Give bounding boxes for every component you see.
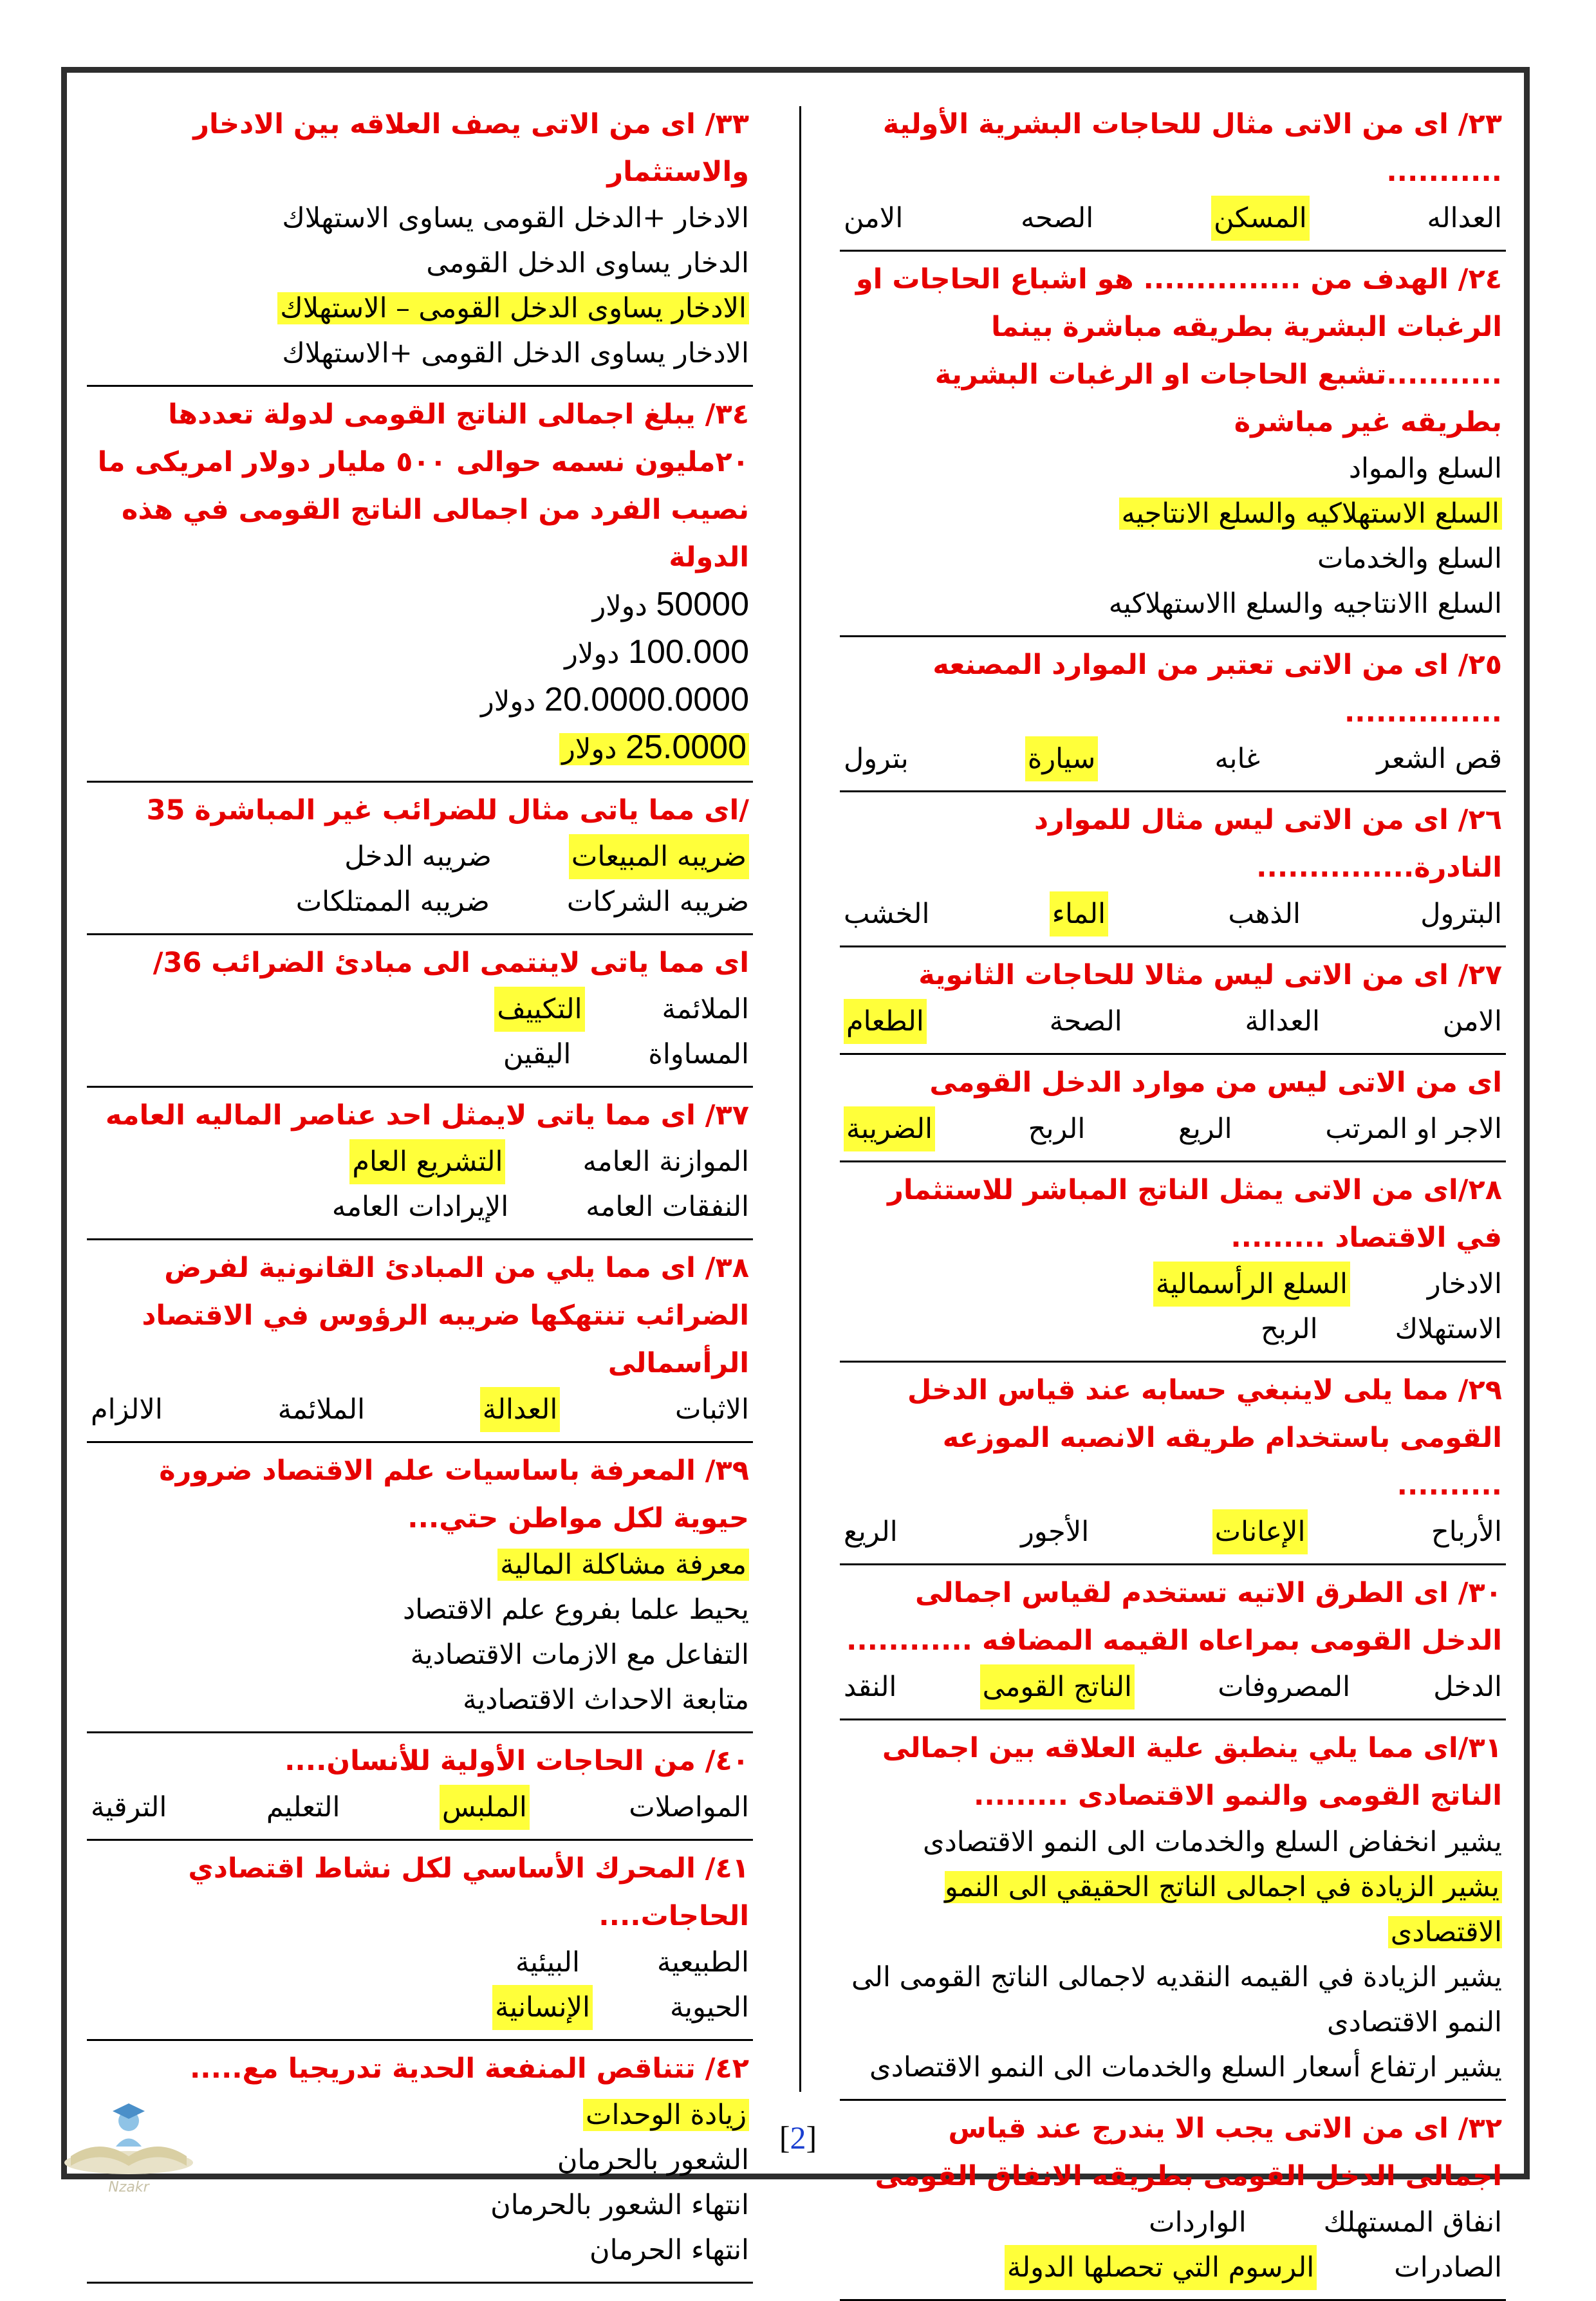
answer-option: غابه bbox=[1214, 743, 1261, 775]
answer-option: الترقية bbox=[91, 1791, 167, 1823]
answer-option bbox=[91, 286, 749, 331]
answer-text: يشير انخفاض السلع والخدمات الى النمو الاقتصادى bbox=[922, 1826, 1502, 1858]
amount-value: 100.000 bbox=[628, 633, 749, 671]
answer-row bbox=[91, 1785, 749, 1830]
answer-option: الصادرات bbox=[1394, 2251, 1502, 2284]
answer-option: الامن bbox=[844, 202, 904, 234]
question-text: ٣١/اى مما يلي ينطبق علية العلاقه بين اجمالى الناتج القومى والنمو الاقتصادى ......... bbox=[882, 1732, 1502, 1812]
answer-option: اليقين bbox=[503, 1038, 571, 1070]
answer-option bbox=[91, 1542, 749, 1587]
answer-row bbox=[844, 2200, 1502, 2245]
answer-option: الربح bbox=[1261, 1313, 1318, 1345]
answer-text: معرفة مشاكلة المالية bbox=[497, 1549, 749, 1581]
answer-option: الأجور bbox=[1021, 1516, 1090, 1548]
answer-option: العدالة bbox=[480, 1387, 560, 1432]
answer-option bbox=[91, 581, 749, 629]
answer-row bbox=[91, 1985, 749, 2030]
question-text: اى من الاتى ليس من موارد الدخل القومى bbox=[929, 1067, 1502, 1099]
question-text: ٣٨/ اى مما يلي من المبادئ القانونية لفرض الضرائب تنتهكها ضريبه الرؤوس في الاقتصاد الرأسمالى bbox=[142, 1252, 749, 1379]
question-text: ٤٠/ من الحاجات الأولية للأنسان.... bbox=[284, 1745, 749, 1777]
answer-text: السلع االانتاجيه والسلع االاستهلاكيه bbox=[1108, 588, 1502, 620]
question-text: /اى مما ياتى مثال للضرائب غير المباشرة 35 bbox=[146, 794, 749, 826]
question-block bbox=[87, 1240, 753, 1443]
answer-option: العداله bbox=[1427, 202, 1502, 234]
answer-row bbox=[91, 1139, 749, 1184]
answer-text: يحيط علما بفروع علم الاقتصاد bbox=[403, 1594, 749, 1626]
answer-option: انفاق المستهلك bbox=[1323, 2206, 1502, 2239]
answer-option: البيئية bbox=[515, 1946, 580, 1979]
question-text: ٢٩/ مما يلى لاينبغي حسابه عند قياس الدخل القومى باستخدام طريقه الانصبه الموزعه .......... bbox=[907, 1374, 1502, 1502]
page-number: [2] bbox=[779, 2119, 817, 2156]
answer-option: الدخل bbox=[1433, 1671, 1502, 1703]
question-block bbox=[87, 1443, 753, 1733]
answer-option bbox=[91, 331, 749, 376]
answer-text: السلع والخدمات bbox=[1317, 543, 1502, 575]
answer-option bbox=[91, 1632, 749, 1677]
answer-row bbox=[844, 2245, 1502, 2290]
answer-option: السلع الرأسمالية bbox=[1153, 1262, 1350, 1307]
answer-option: الإعانات bbox=[1212, 1509, 1308, 1554]
column-divider bbox=[799, 106, 801, 2092]
answer-row bbox=[844, 1262, 1502, 1307]
answer-row bbox=[844, 196, 1502, 241]
answer-option: الالزام bbox=[91, 1393, 163, 1426]
answer-option: الاجر او المرتب bbox=[1325, 1113, 1502, 1145]
question-block bbox=[840, 947, 1506, 1055]
answer-option: الريع bbox=[1178, 1113, 1232, 1145]
question-block bbox=[840, 1720, 1506, 2101]
answer-option bbox=[844, 446, 1502, 491]
currency-unit: دولار bbox=[562, 733, 617, 765]
answer-option: الطعام bbox=[844, 999, 927, 1044]
answer-option: الربح bbox=[1028, 1113, 1086, 1145]
answer-option: المسكن bbox=[1211, 196, 1310, 241]
answer-option: الأرباح bbox=[1431, 1516, 1502, 1548]
question-text: ٤٢/ تتناقص المنفعة الحدية تدريجيا مع..... bbox=[189, 2053, 749, 2085]
answer-text: الادخار يساوى الدخل القومى – الاستهلاك bbox=[277, 292, 749, 324]
answer-option: الحيوية bbox=[669, 1991, 749, 2024]
question-block bbox=[840, 792, 1506, 947]
answer-row bbox=[844, 1664, 1502, 1709]
question-block bbox=[840, 1565, 1506, 1720]
answer-option: الناتج القومى bbox=[980, 1664, 1135, 1709]
answer-option: الرسوم التي تحصلها الدولة bbox=[1005, 2245, 1317, 2290]
answer-option: المواصلات bbox=[629, 1791, 749, 1823]
answer-option: الطبيعية bbox=[656, 1946, 749, 1979]
answer-option: المساواة bbox=[648, 1038, 749, 1070]
answer-row bbox=[91, 1387, 749, 1432]
answer-text: متابعة الاحداث الاقتصادية bbox=[463, 1684, 749, 1716]
answer-row bbox=[844, 1106, 1502, 1151]
answer-option bbox=[844, 536, 1502, 581]
answer-text: انتهاء الشعور بالحرمان bbox=[490, 2189, 749, 2221]
question-block bbox=[840, 252, 1506, 637]
left-column bbox=[87, 97, 753, 2284]
answer-option: بترول bbox=[844, 743, 909, 775]
answer-option: الاثبات bbox=[675, 1393, 749, 1426]
amount-value: 20.0000.0000 bbox=[544, 681, 749, 718]
right-column bbox=[840, 97, 1506, 2301]
answer-text: زيادة الوحدات bbox=[583, 2099, 749, 2131]
question-block bbox=[840, 97, 1506, 252]
answer-option bbox=[844, 581, 1502, 626]
question-text: ٢٣/ اى من الاتى مثال للحاجات البشرية الأولية ........... bbox=[882, 108, 1502, 188]
question-text: ٣٠/ اى الطرق الاتيه تستخدم لقياس اجمالى الدخل القومى بمراعاه القيمه المضافه ............ bbox=[846, 1577, 1502, 1657]
answer-option: ضريبه الدخل bbox=[344, 841, 492, 873]
amount-value: 25.0000 bbox=[626, 729, 747, 766]
answer-option: الادخار bbox=[1427, 1268, 1502, 1300]
currency-unit: دولار bbox=[592, 590, 647, 622]
answer-option: الذهب bbox=[1228, 898, 1301, 930]
question-text: ٣٧/ اى مما ياتى لايمثل احد عناصر الماليه العامه bbox=[105, 1099, 749, 1132]
answer-option: ضريبه المبيعات bbox=[569, 834, 749, 879]
question-block bbox=[87, 387, 753, 783]
answer-option bbox=[844, 1955, 1502, 2045]
answer-option bbox=[91, 1677, 749, 1722]
answer-row bbox=[91, 987, 749, 1032]
answer-option: الصحه bbox=[1021, 202, 1094, 234]
answer-text: يشير ارتفاع أسعار السلع والخدمات الى النمو الاقتصادى bbox=[869, 2051, 1502, 2083]
amount-value: 50000 bbox=[656, 586, 749, 623]
answer-text: السلع والمواد bbox=[1348, 452, 1502, 485]
question-block bbox=[87, 783, 753, 935]
question-block bbox=[87, 1841, 753, 2041]
answer-option: الموازنة العامه bbox=[582, 1146, 749, 1178]
answer-option: البترول bbox=[1420, 898, 1502, 930]
answer-option: الملائمة bbox=[662, 993, 749, 1025]
answer-text: الادخار يساوى الدخل القومى +الاستهلاك bbox=[282, 337, 749, 369]
answer-option: النفقات العامه bbox=[586, 1191, 749, 1223]
question-block bbox=[840, 1363, 1506, 1565]
answer-option: الواردات bbox=[1149, 2206, 1247, 2239]
answer-option: الملائمة bbox=[277, 1393, 366, 1426]
answer-text: الدخار يساوى الدخل القومى bbox=[426, 247, 749, 279]
question-text: ٢٦/ اى من الاتى ليس مثال للموارد النادرة............... bbox=[1034, 804, 1502, 884]
answer-row bbox=[91, 879, 749, 924]
answer-option: سيارة bbox=[1025, 736, 1098, 781]
answer-option: الإنسانية bbox=[492, 1985, 593, 2030]
answer-option: التشريع العام bbox=[349, 1139, 505, 1184]
answer-row bbox=[844, 891, 1502, 936]
question-block bbox=[840, 637, 1506, 792]
answer-option: الصحة bbox=[1049, 1005, 1122, 1038]
answer-option bbox=[91, 196, 749, 241]
question-block bbox=[840, 1162, 1506, 1363]
answer-option bbox=[91, 676, 749, 724]
question-text: ٢٤/ الهدف من ............... هو اشباع الحاجات او الرغبات البشرية بطريقه مباشرة بينما ...........تشبع الحاجات او الرغبات البشرية بطريقه غير مباشرة bbox=[855, 263, 1502, 438]
answer-text: السلع الاستهلاكيه والسلع الانتاجيه bbox=[1119, 498, 1502, 530]
answer-text: يشير الزيادة في اجمالى الناتج الحقيقي الى النمو الاقتصادى bbox=[944, 1871, 1502, 1948]
answer-option: الضريبة bbox=[844, 1106, 935, 1151]
question-text: اى مما ياتى لاينتمى الى مبادئ الضرائب 36/ bbox=[153, 947, 749, 979]
answer-text: انتهاء الحرمان bbox=[589, 2234, 749, 2266]
answer-option bbox=[91, 2228, 749, 2273]
currency-unit: دولار bbox=[564, 638, 620, 670]
answer-option: الماء bbox=[1050, 891, 1108, 936]
answer-option: المصروفات bbox=[1218, 1671, 1351, 1703]
question-block bbox=[87, 935, 753, 1088]
answer-option: الخشب bbox=[844, 898, 930, 930]
logo-text: Nzakr bbox=[108, 2179, 149, 2195]
answer-row bbox=[91, 1940, 749, 1985]
answer-option bbox=[844, 1865, 1502, 1955]
question-text: ٣٢/ اى من الاتى يجب الا يندرج عند قياس اجمالى الدخل القومى بطريقه الانفاق القومى bbox=[875, 2112, 1502, 2192]
answer-text: الشعور بالحرمان bbox=[557, 2144, 749, 2176]
question-text: ٢٧/ اى من الاتى ليس مثالا للحاجات الثانوية bbox=[918, 959, 1502, 991]
question-block bbox=[87, 1088, 753, 1240]
answer-option: العدالة bbox=[1245, 1005, 1320, 1038]
question-text: ٣٣/ اى من الاتى يصف العلاقه بين الادخار والاستثمار bbox=[193, 108, 749, 188]
answer-row bbox=[91, 834, 749, 879]
question-block bbox=[840, 1055, 1506, 1162]
answer-row bbox=[844, 1509, 1502, 1554]
answer-option: الإيرادات العامه bbox=[331, 1191, 509, 1223]
answer-row bbox=[844, 1307, 1502, 1352]
answer-option: قص الشعر bbox=[1377, 743, 1502, 775]
answer-text: يشير الزيادة في القيمه النقديه لاجمالى الناتج القومى الى النمو الاقتصادى bbox=[851, 1961, 1502, 2038]
answer-option bbox=[91, 629, 749, 676]
answer-option: ضريبه الشركات bbox=[566, 886, 749, 918]
answer-text: التفاعل مع الازمات الاقتصادية bbox=[410, 1639, 749, 1671]
answer-option: النقد bbox=[844, 1671, 897, 1703]
answer-option: الامن bbox=[1442, 1005, 1502, 1038]
answer-option: ضريبه الممتلكات bbox=[295, 886, 490, 918]
question-text: ٢٥/ اى من الاتى تعتبر من الموارد المصنعه ............... bbox=[933, 649, 1502, 729]
answer-option bbox=[91, 724, 749, 772]
answer-row bbox=[91, 1032, 749, 1077]
question-block bbox=[87, 1733, 753, 1841]
answer-option: التكييف bbox=[494, 987, 584, 1032]
answer-option bbox=[844, 1820, 1502, 1865]
answer-option: الريع bbox=[844, 1516, 898, 1548]
question-text: ٣٤/ يبلغ اجمالى الناتج القومى لدولة تعددها ٢٠مليون نسمه حوالى ٥٠٠ مليار دولار امريكى ما نصيب الفرد من اجمالى الناتج القومى في هذه الدولة bbox=[97, 398, 749, 573]
answer-option bbox=[844, 2045, 1502, 2090]
currency-unit: دولار bbox=[481, 685, 536, 718]
answer-row bbox=[844, 999, 1502, 1044]
answer-option bbox=[844, 491, 1502, 536]
logo-icon bbox=[55, 2085, 203, 2195]
question-block bbox=[87, 97, 753, 387]
question-text: ٣٩/ المعرفة باساسيات علم الاقتصاد ضرورة حيوية لكل مواطن حتي... bbox=[159, 1455, 749, 1534]
answer-row bbox=[844, 736, 1502, 781]
answer-option bbox=[91, 1587, 749, 1632]
question-text: ٢٨/اى من الاتى يمثل الناتج المباشر للاستثمار في الاقتصاد ......... bbox=[887, 1174, 1502, 1254]
question-text: ٤١/ المحرك الأساسي لكل نشاط اقتصادي الحاجات.... bbox=[188, 1852, 749, 1932]
answer-option: الملبس bbox=[440, 1785, 530, 1830]
answer-option bbox=[91, 241, 749, 286]
answer-text: الادخار +الدخل القومى يساوى الاستهلاك bbox=[282, 202, 749, 234]
answer-option: الاستهلاك bbox=[1395, 1313, 1502, 1345]
answer-option: التعليم bbox=[266, 1791, 340, 1823]
answer-row bbox=[91, 1184, 749, 1229]
